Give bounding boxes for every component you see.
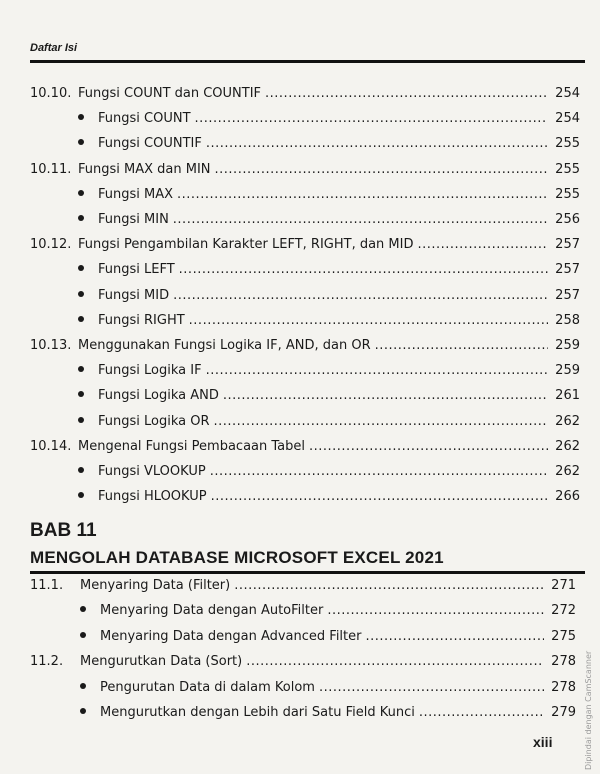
bullet-icon bbox=[78, 492, 84, 498]
toc-subitem-entry[interactable] bbox=[80, 680, 576, 698]
entry-page-number: 271 bbox=[551, 578, 576, 593]
entry-title: Menyaring Data (Filter) bbox=[80, 578, 231, 593]
bullet-icon bbox=[80, 708, 86, 714]
toc-subitem-entry[interactable] bbox=[78, 489, 580, 507]
toc-subitem-entry[interactable] bbox=[78, 363, 580, 381]
entry-title: Fungsi MID bbox=[98, 287, 170, 303]
section-number: 10.14. bbox=[30, 438, 72, 454]
entry-page-number: 254 bbox=[555, 86, 580, 101]
entry-page-number: 272 bbox=[551, 603, 576, 619]
toc-subitem-entry[interactable] bbox=[80, 629, 576, 647]
dot-leader bbox=[177, 187, 548, 202]
entry-page-number: 257 bbox=[555, 287, 580, 303]
entry-page-number: 259 bbox=[555, 338, 580, 353]
bullet-icon bbox=[78, 265, 84, 271]
entry-page-number: 257 bbox=[555, 237, 580, 253]
dot-leader bbox=[173, 212, 548, 227]
dot-leader bbox=[211, 489, 548, 504]
dot-leader bbox=[319, 680, 544, 695]
toc-section-entry[interactable] bbox=[30, 237, 580, 255]
dot-leader bbox=[419, 705, 544, 720]
bullet-icon bbox=[80, 606, 86, 612]
entry-page-number: 261 bbox=[555, 388, 580, 404]
toc-subitem-entry[interactable] bbox=[78, 111, 580, 129]
chapter-title: MENGOLAH DATABASE MICROSOFT EXCEL 2021 bbox=[30, 548, 444, 567]
entry-page-number: 258 bbox=[555, 312, 580, 328]
entry-title: Fungsi VLOOKUP bbox=[98, 464, 206, 479]
bullet-icon bbox=[78, 467, 84, 473]
dot-leader bbox=[214, 414, 548, 429]
entry-page-number: 262 bbox=[555, 413, 580, 429]
dot-leader bbox=[223, 388, 548, 403]
toc-section-entry[interactable] bbox=[30, 578, 576, 596]
toc-section-entry[interactable] bbox=[30, 654, 576, 672]
entry-title: Menggunakan Fungsi Logika IF, AND, dan OR bbox=[78, 338, 371, 353]
dot-leader bbox=[366, 629, 545, 644]
dot-leader bbox=[327, 603, 544, 618]
toc-subitem-entry[interactable] bbox=[78, 414, 580, 432]
dot-leader bbox=[375, 338, 548, 353]
dot-leader bbox=[179, 262, 548, 277]
bullet-icon bbox=[80, 683, 86, 689]
header-rule bbox=[30, 60, 585, 63]
entry-title: Mengenal Fungsi Pembacaan Tabel bbox=[78, 438, 305, 454]
entry-title: Fungsi Pengambilan Karakter LEFT, RIGHT, dan MID bbox=[78, 237, 414, 253]
entry-title: Fungsi MIN bbox=[98, 212, 169, 227]
entry-page-number: 278 bbox=[551, 654, 576, 670]
dot-leader bbox=[206, 363, 548, 378]
section-number: 10.12. bbox=[30, 237, 72, 253]
dot-leader bbox=[173, 288, 548, 303]
entry-title: Fungsi Logika OR bbox=[98, 413, 210, 429]
entry-title: Mengurutkan Data (Sort) bbox=[80, 654, 243, 670]
dot-leader bbox=[265, 86, 548, 101]
section-number: 10.13. bbox=[30, 338, 72, 353]
entry-title: Fungsi MAX bbox=[98, 186, 174, 202]
entry-title: Fungsi Logika IF bbox=[98, 363, 202, 379]
entry-title: Fungsi COUNTIF bbox=[98, 136, 202, 152]
entry-page-number: 257 bbox=[555, 262, 580, 278]
toc-subitem-entry[interactable] bbox=[78, 136, 580, 154]
entry-page-number: 279 bbox=[551, 705, 576, 720]
bullet-icon bbox=[78, 391, 84, 397]
entry-page-number: 262 bbox=[555, 438, 580, 454]
entry-title: Fungsi Logika AND bbox=[98, 388, 219, 404]
bullet-icon bbox=[78, 417, 84, 423]
bullet-icon bbox=[78, 316, 84, 322]
bullet-icon bbox=[78, 114, 84, 120]
entry-page-number: 254 bbox=[555, 111, 580, 127]
dot-leader bbox=[210, 464, 548, 479]
scanner-watermark: Dipindai dengan CamScanner bbox=[584, 650, 593, 770]
entry-page-number: 278 bbox=[551, 679, 576, 695]
page-number: xiii bbox=[533, 734, 553, 750]
entry-title: Mengurutkan dengan Lebih dari Satu Field Kunci bbox=[100, 705, 415, 720]
section-number: 11.1. bbox=[30, 578, 64, 593]
toc-subitem-entry[interactable] bbox=[78, 313, 580, 331]
bullet-icon bbox=[78, 139, 84, 145]
toc-subitem-entry[interactable] bbox=[80, 603, 576, 621]
entry-page-number: 256 bbox=[555, 212, 580, 227]
entry-title: Fungsi COUNT dan COUNTIF bbox=[78, 86, 262, 101]
entry-page-number: 266 bbox=[555, 489, 580, 505]
toc-section-entry[interactable] bbox=[30, 86, 580, 104]
dot-leader bbox=[206, 136, 548, 151]
dot-leader bbox=[234, 578, 544, 593]
entry-title: Fungsi MAX dan MIN bbox=[78, 161, 211, 177]
entry-title: Fungsi RIGHT bbox=[98, 312, 185, 328]
entry-title: Menyaring Data dengan AutoFilter bbox=[100, 603, 324, 619]
entry-title: Fungsi LEFT bbox=[98, 262, 175, 278]
entry-page-number: 275 bbox=[551, 628, 576, 644]
entry-page-number: 255 bbox=[555, 161, 580, 177]
dot-leader bbox=[195, 111, 548, 126]
toc-subitem-entry[interactable] bbox=[78, 187, 580, 205]
dot-leader bbox=[189, 313, 548, 328]
entry-page-number: 255 bbox=[555, 136, 580, 152]
dot-leader bbox=[246, 654, 544, 669]
section-number: 10.11. bbox=[30, 161, 72, 177]
running-header: Daftar Isi bbox=[30, 42, 78, 54]
section-number: 10.10. bbox=[30, 86, 72, 101]
toc-subitem-entry[interactable] bbox=[78, 212, 580, 230]
toc-section-entry[interactable] bbox=[30, 338, 580, 356]
toc-section-entry[interactable] bbox=[30, 162, 580, 180]
dot-leader bbox=[417, 237, 548, 252]
bullet-icon bbox=[78, 366, 84, 372]
entry-title: Fungsi COUNT bbox=[98, 111, 191, 127]
entry-title: Pengurutan Data di dalam Kolom bbox=[100, 679, 315, 695]
entry-page-number: 259 bbox=[555, 363, 580, 379]
bullet-icon bbox=[78, 190, 84, 196]
entry-page-number: 255 bbox=[555, 186, 580, 202]
bullet-icon bbox=[78, 291, 84, 297]
toc-subitem-entry[interactable] bbox=[78, 288, 580, 306]
dot-leader bbox=[215, 162, 548, 177]
dot-leader bbox=[309, 439, 548, 454]
toc-section-entry[interactable] bbox=[30, 439, 580, 457]
entry-title: Fungsi HLOOKUP bbox=[98, 489, 207, 505]
entry-title: Menyaring Data dengan Advanced Filter bbox=[100, 628, 362, 644]
toc-subitem-entry[interactable] bbox=[80, 705, 576, 723]
chapter-number: BAB 11 bbox=[30, 520, 97, 541]
toc-subitem-entry[interactable] bbox=[78, 464, 580, 482]
bullet-icon bbox=[78, 215, 84, 221]
toc-subitem-entry[interactable] bbox=[78, 262, 580, 280]
entry-page-number: 262 bbox=[555, 464, 580, 479]
bullet-icon bbox=[80, 632, 86, 638]
section-number: 11.2. bbox=[30, 654, 64, 670]
toc-subitem-entry[interactable] bbox=[78, 388, 580, 406]
chapter-rule bbox=[30, 571, 585, 574]
